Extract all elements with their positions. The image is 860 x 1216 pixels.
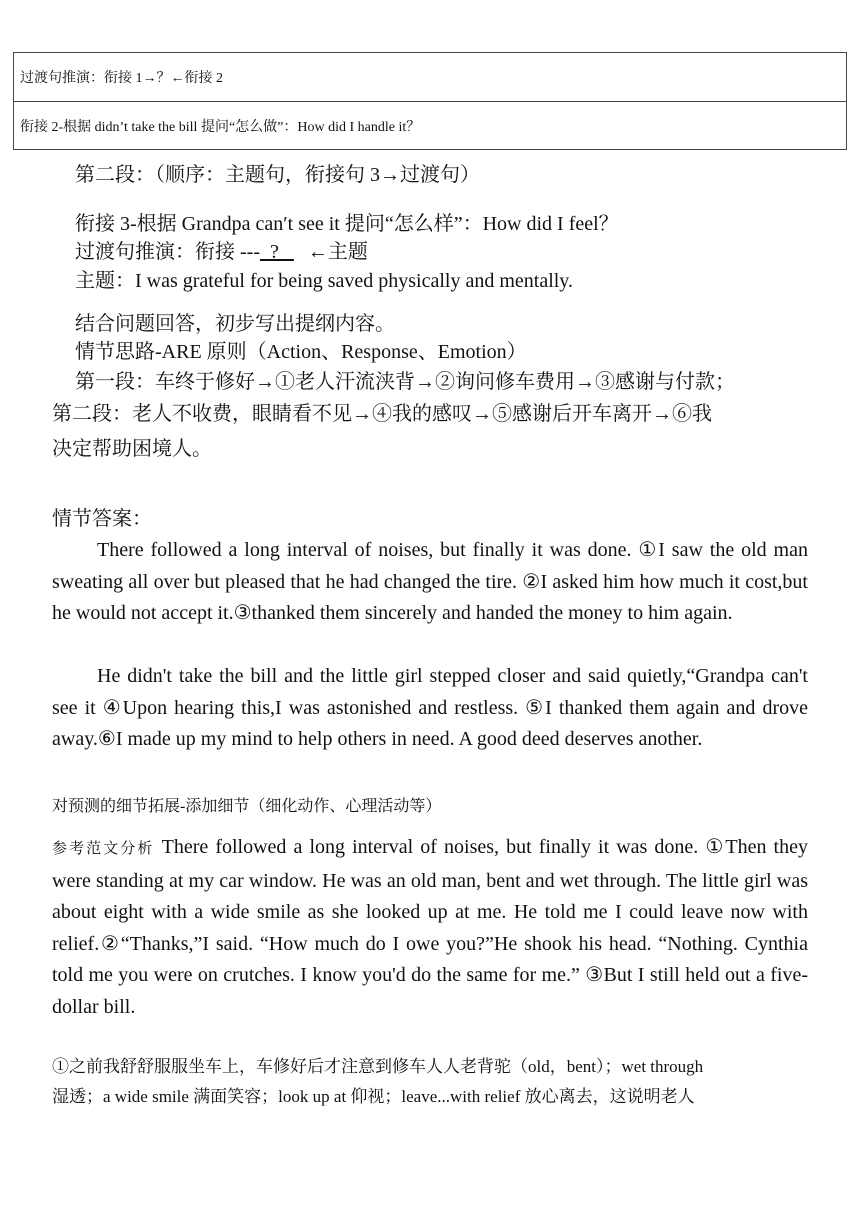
plot-line-2: 第二段：老人不收费，眼睛看不见→④我的感叹→⑤感谢后开车离开→⑥我 [52,403,712,425]
table-row [14,101,846,149]
theme-sentence: 主题：I was grateful for being saved physically and mentally. [75,270,574,292]
table-cell: 过渡句推演：衔接 1→？←衔接 2 [20,71,223,86]
detail-expansion-note: 对预测的细节拓展-添加细节（细化动作、心理活动等） [52,798,442,815]
table-row [14,53,846,101]
combine-instruction: 结合问题回答，初步写出提纲内容。 [75,313,395,335]
sample-essay [52,832,808,1023]
answer-paragraph-2: He didn't take the bill and the little girl stepped closer and said quietly,“Grandpa can't see it ④Upon hearing this,I was astonished and restless. ⑤I thanked them again and drove away.⑥I made up my mind to help others in need. A good deed deserves another. [52,665,808,750]
transition-prefix: 过渡句推演：衔接 --- [75,241,260,263]
table-cell: 衔接 2-根据 didn’t take the bill 提问“怎么做”：How did I handle it？ [20,119,421,135]
transition-blank: ? [259,241,294,263]
transition-suffix: ←主题 [307,241,368,263]
para2-heading: 第二段：（顺序：主题句，衔接句 3→过渡句） [75,164,480,186]
plot-idea: 情节思路-ARE 原则（Action、Response、Emotion） [75,341,527,363]
sample-text: There followed a long interval of noises, but finally it was done. ①Then they were standing at my car window. He was an old man, bent and wet through. The little girl was about eight with a wide smile as she looked up at me. He told me I could leave now with relief.②“Thanks,”I said. “How much do I owe you?”He shook his head. “Nothing. Cynthia told me you were on crutches. I know you'd do the same for me.” ③But I still held out a five-dollar bill. [52,836,808,1018]
link3-question: 衔接 3-根据 Grandpa can′t see it 提问“怎么样”：How did I feel？ [75,213,619,235]
transition-table [13,52,847,150]
transition-deduction [75,240,368,264]
answer-heading: 情节答案： [52,508,152,530]
analysis-notes [52,1052,808,1112]
plot-line-1: 第一段：车终于修好→①老人汗流浃背→②询问修车费用→③感谢与付款； [75,371,735,393]
notes-line-1: ①之前我舒舒服服坐车上，车修好后才注意到修车人人老背驼（old，bent）；wet through [52,1057,704,1076]
notes-line-2: 湿透；a wide smile 满面笑容；look up at 仰视；leave...with relief 放心离去，这说明老人 [52,1087,695,1106]
sample-label: 参考范文分析 [52,841,155,857]
answer-paragraph-1: There followed a long interval of noises, but finally it was done. ①I saw the old man sweating all over but pleased that he had changed the tire. ②I asked him how much it cost,but he would not accept it.③thanked them sincerely and handed the money to him again. [52,539,808,624]
plot-line-3: 决定帮助困境人。 [52,438,212,460]
